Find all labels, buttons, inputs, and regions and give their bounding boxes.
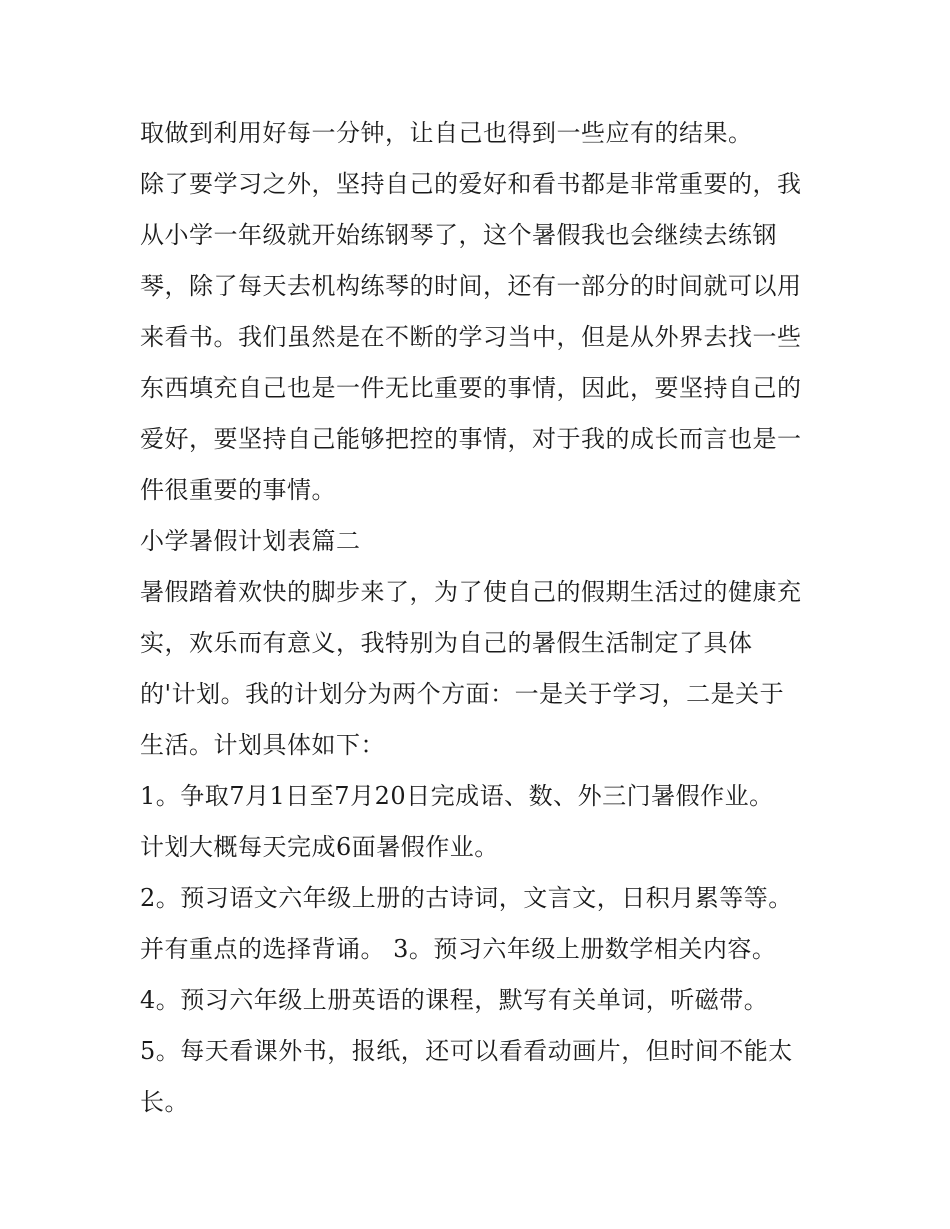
list-item: 1。争取7月1日至7月20日完成语、数、外三门暑假作业。	[140, 782, 774, 810]
list-item: 4。预习六年级上册英语的课程，默写有关单词，听磁带。	[140, 986, 769, 1014]
list-item: 2。预习语文六年级上册的古诗词，文言文，日积月累等等。	[140, 884, 793, 912]
document-body	[140, 108, 820, 1128]
text-line: 爱好，要坚持自己能够把控的事情，对于我的成长而言也是一	[140, 425, 802, 453]
text-line: 从小学一年级就开始练钢琴了，这个暑假我也会继续去练钢	[140, 221, 777, 249]
text-line: 来看书。我们虽然是在不断的学习当中，但是从外界去找一些	[140, 323, 802, 351]
list-item: 5。每天看课外书，报纸，还可以看看动画片，但时间不能太	[140, 1037, 793, 1065]
text-line: 除了要学习之外，坚持自己的爱好和看书都是非常重要的，我	[140, 170, 802, 198]
text-line: 取做到利用好每一分钟，让自己也得到一些应有的结果。	[140, 119, 753, 147]
text-line: 的'计划。我的计划分为两个方面：一是关于学习，二是关于	[140, 680, 785, 708]
text-line: 暑假踏着欢快的脚步来了，为了使自己的假期生活过的健康充	[140, 578, 802, 606]
text-line: 计划大概每天完成6面暑假作业。	[140, 833, 499, 861]
section-heading: 小学暑假计划表篇二	[140, 527, 361, 555]
text-line: 琴，除了每天去机构练琴的时间，还有一部分的时间就可以用	[140, 272, 802, 300]
text-line: 生活。计划具体如下：	[140, 731, 385, 759]
list-item: 并有重点的选择背诵。 3。预习六年级上册数学相关内容。	[140, 935, 777, 963]
text-line: 实，欢乐而有意义，我特别为自己的暑假生活制定了具体	[140, 629, 753, 657]
text-line: 长。	[140, 1088, 189, 1116]
text-line: 件很重要的事情。	[140, 476, 336, 504]
text-line: 东西填充自己也是一件无比重要的事情，因此，要坚持自己的	[140, 374, 802, 402]
